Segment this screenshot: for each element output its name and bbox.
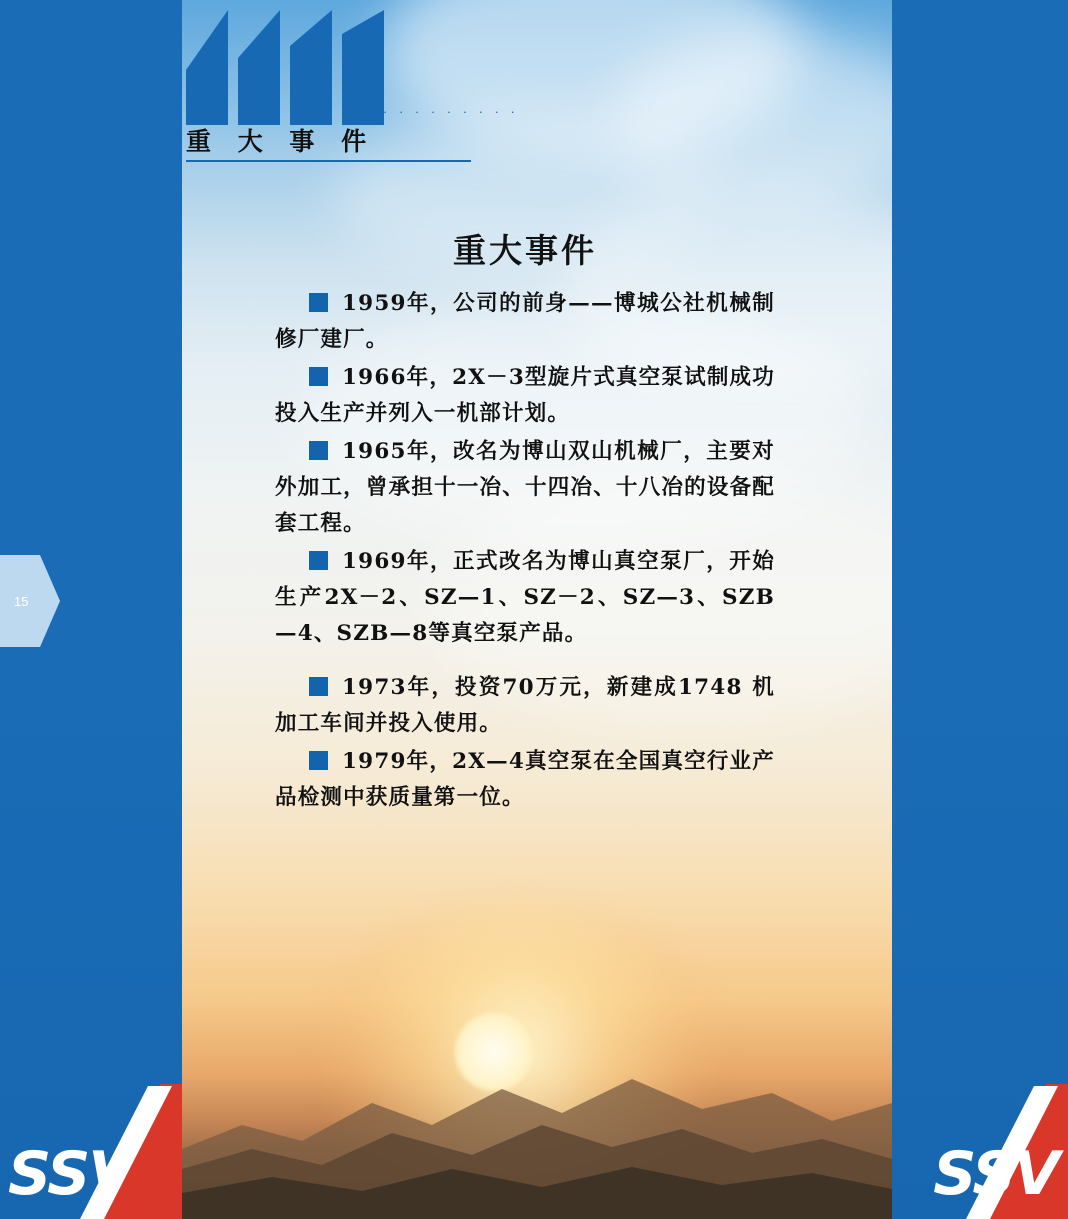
event-paragraph: [275, 544, 775, 652]
event-paragraph: [275, 286, 775, 358]
square-bullet-icon: [309, 751, 328, 770]
event-text: 1965年，改名为博山双山机械厂，主要对外加工，曾承担十一冶、十四冶、十八冶的设备配套工程。: [275, 439, 775, 536]
square-bullet-icon: [309, 677, 328, 696]
mountain-silhouette: [182, 1029, 892, 1219]
event-text: 1959年，公司的前身——博城公社机械制修厂建厂。: [275, 291, 775, 352]
page-number: 15: [14, 594, 29, 609]
event-text: 1966年，2X－3型旋片式真空泵试制成功投入生产并列入一机部计划。: [275, 365, 775, 426]
header-dots-decoration: · · · · · · · · ·: [383, 104, 519, 119]
event-text: 1969年，正式改名为博山真空泵厂，开始生产2X－2、SZ—1、SZ－2、SZ—3、SZB—4、SZB—8等真空泵产品。: [275, 549, 775, 646]
event-paragraph: [275, 744, 775, 816]
header-title: 重 大 事 件: [186, 127, 376, 156]
paragraph-gap: [275, 654, 775, 670]
square-bullet-icon: [309, 441, 328, 460]
event-paragraph: [275, 670, 775, 742]
logo-right-text: SSV: [933, 1139, 1058, 1209]
page-title: 重大事件: [453, 231, 597, 270]
content-area: [275, 225, 775, 818]
page-number-tab: [0, 555, 60, 647]
square-bullet-icon: [309, 367, 328, 386]
event-paragraph: [275, 360, 775, 432]
square-bullet-icon: [309, 551, 328, 570]
event-paragraph: [275, 434, 775, 542]
event-text: 1979年，2X—4真空泵在全国真空行业产品检测中获质量第一位。: [275, 749, 775, 810]
right-blue-band: [892, 0, 1068, 1219]
header-underline: [186, 160, 471, 162]
logo-left-text: SSV: [8, 1139, 133, 1209]
square-bullet-icon: [309, 293, 328, 312]
event-text: 1973年，投资70万元，新建成1748 机加工车间并投入使用。: [275, 675, 775, 736]
